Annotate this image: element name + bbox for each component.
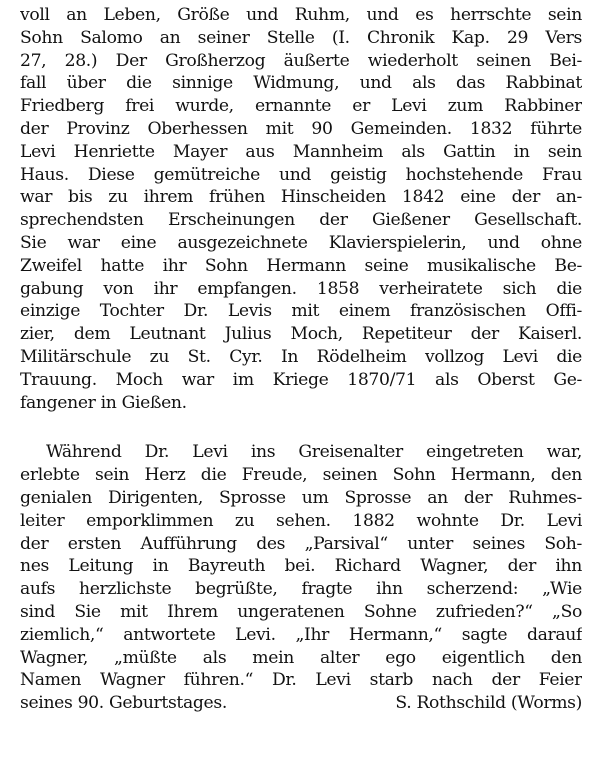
text-line: einzige Tochter Dr. Levis mit einem französischen Offi-: [20, 301, 582, 322]
text-line: Trauung. Moch war im Kriege 1870/71 als Oberst Ge-: [20, 369, 582, 390]
paragraph-1: [20, 4, 582, 414]
text-line: Sohn Salomo an seiner Stelle (I. Chronik Kap. 29 Vers: [20, 27, 582, 48]
text-line: Zweifel hatte ihr Sohn Hermann seine musikalische Be-: [20, 255, 582, 276]
text-line: gabung von ihr empfangen. 1858 verheiratete sich die: [20, 278, 582, 299]
text-line: zier, dem Leutnant Julius Moch, Repetiteur der Kaiserl.: [20, 324, 582, 345]
text-line: Während Dr. Levi ins Greisenalter eingetreten war,: [46, 442, 582, 463]
text-line: war bis zu ihrem frühen Hinscheiden 1842 eine der an-: [20, 187, 582, 208]
text-line: sind Sie mit Ihrem ungeratenen Sohne zufrieden?“ „So: [20, 601, 582, 622]
text-line: nes Leitung in Bayreuth bei. Richard Wagner, der ihn: [20, 556, 582, 577]
text-line: ziemlich,“ antwortete Levi. „Ihr Hermann,“ sagte darauf: [20, 624, 582, 645]
text-line: Namen Wagner führen.“ Dr. Levi starb nach der Feier: [20, 670, 582, 691]
text-line: der ersten Aufführung des „Parsival“ unter seines Soh-: [20, 533, 582, 554]
text-line: fall über die sinnige Widmung, und als das Rabbinat: [20, 73, 582, 94]
closing-text: seines 90. Geburtstages.: [20, 693, 227, 714]
text-line: Militärschule zu St. Cyr. In Rödelheim vollzog Levi die: [20, 346, 582, 367]
author-signature: S. Rothschild (Worms): [395, 693, 582, 714]
text-line: Wagner, „müßte als mein alter ego eigentlich den: [20, 647, 582, 668]
paragraph-gap: [20, 414, 582, 441]
text-line: sprechendsten Erscheinungen der Gießener Gesellschaft.: [20, 210, 582, 231]
paragraph-2: [20, 441, 582, 715]
text-line: voll an Leben, Größe und Ruhm, und es herrschte sein: [20, 5, 582, 25]
text-line: 27, 28.) Der Großherzog äußerte wiederholt seinen Bei-: [20, 50, 582, 71]
document-page: [20, 4, 582, 715]
text-line: fangener in Gießen.: [20, 392, 187, 413]
text-line: Levi Henriette Mayer aus Mannheim als Gattin in sein: [20, 141, 582, 162]
text-line: genialen Dirigenten, Sprosse um Sprosse an der Ruhmes-: [20, 487, 582, 508]
text-line: Friedberg frei wurde, ernannte er Levi zum Rabbiner: [20, 96, 582, 117]
text-line: erlebte sein Herz die Freude, seinen Sohn Hermann, den: [20, 465, 582, 486]
text-line: Haus. Diese gemütreiche und geistig hochstehende Frau: [20, 164, 582, 185]
closing-line: [20, 692, 582, 715]
text-line: aufs herzlichste begrüßte, fragte ihn scherzend: „Wie: [20, 579, 582, 600]
text-line: leiter emporklimmen zu sehen. 1882 wohnte Dr. Levi: [20, 510, 582, 531]
text-line: der Provinz Oberhessen mit 90 Gemeinden. 1832 führte: [20, 118, 582, 139]
text-line: Sie war eine ausgezeichnete Klavierspielerin, und ohne: [20, 232, 582, 253]
